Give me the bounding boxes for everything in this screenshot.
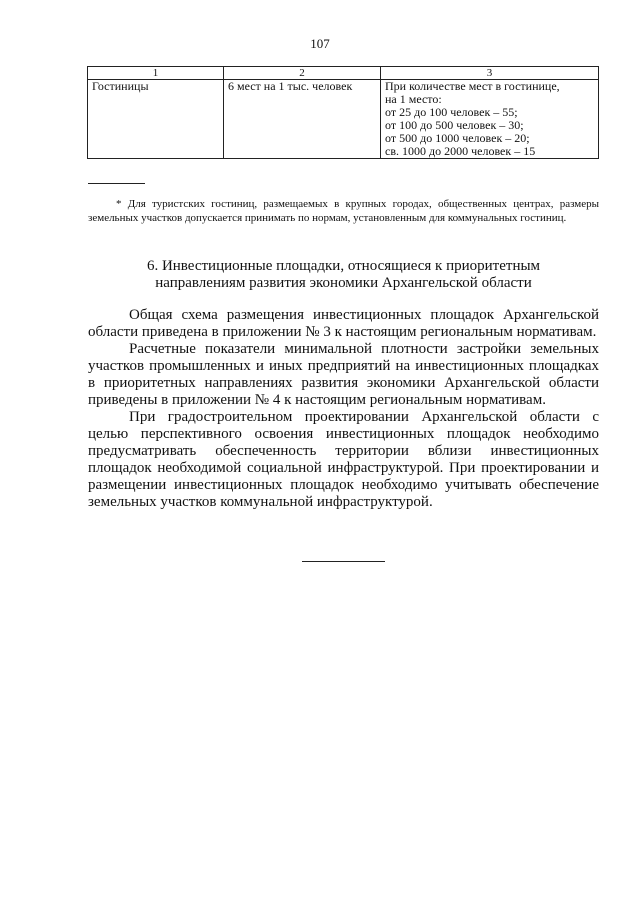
footnote: * Для туристских гостиниц, размещаемых в крупных городах, общественных центрах, размеры земельных участков допускается принимать по нормам, установленным для коммунальных гостиниц. — [88, 198, 599, 224]
column-header-3: 3 — [381, 67, 599, 80]
section-heading-line: направлениям развития экономики Архангельской области — [155, 275, 532, 291]
land-size-line: св. 1000 до 2000 человек – 15 — [385, 144, 536, 158]
land-size-line: на 1 место: — [385, 92, 442, 106]
paragraph: При градостроительном проектировании Архангельской области с целью перспективного освоения инвестиционных площадок необходимо предусматривать обеспеченность территории вблизи инвестиционных площадок необходимой социальной инфраструктурой. При проектировании и размещении инвестиционных площадок необходимо учитывать обеспечение земельных участков коммунальной инфраструктурой. — [88, 409, 599, 510]
table-header-row — [88, 67, 599, 80]
hotel-norms-table — [87, 66, 599, 159]
land-size-cell — [381, 80, 599, 159]
section-heading — [88, 258, 599, 292]
paragraph: Общая схема размещения инвестиционных площадок Архангельской области приведена в приложении № 3 к настоящим региональным нормативам. — [88, 307, 599, 340]
land-size-line: от 25 до 100 человек – 55; — [385, 105, 518, 119]
land-size-line: При количестве мест в гостинице, — [385, 79, 560, 93]
footnote-divider — [88, 183, 145, 184]
land-size-line: от 500 до 1000 человек – 20; — [385, 131, 530, 145]
paragraph: Расчетные показатели минимальной плотности застройки земельных участков промышленных и иных предприятий на инвестиционных площадках в приоритетных направлениях развития экономики Архангельской области приведены в приложении № 4 к настоящим региональным нормативам. — [88, 341, 599, 408]
column-header-1: 1 — [88, 67, 224, 80]
column-header-2: 2 — [224, 67, 381, 80]
page-number: 107 — [310, 36, 330, 51]
land-size-line: от 100 до 500 человек – 30; — [385, 118, 524, 132]
section-body — [88, 307, 599, 511]
table-row — [88, 80, 599, 159]
facility-name-cell: Гостиницы — [88, 80, 224, 159]
end-divider — [302, 561, 385, 562]
capacity-norm-cell: 6 мест на 1 тыс. человек — [224, 80, 381, 159]
section-heading-line: 6. Инвестиционные площадки, относящиеся к приоритетным — [146, 258, 541, 274]
